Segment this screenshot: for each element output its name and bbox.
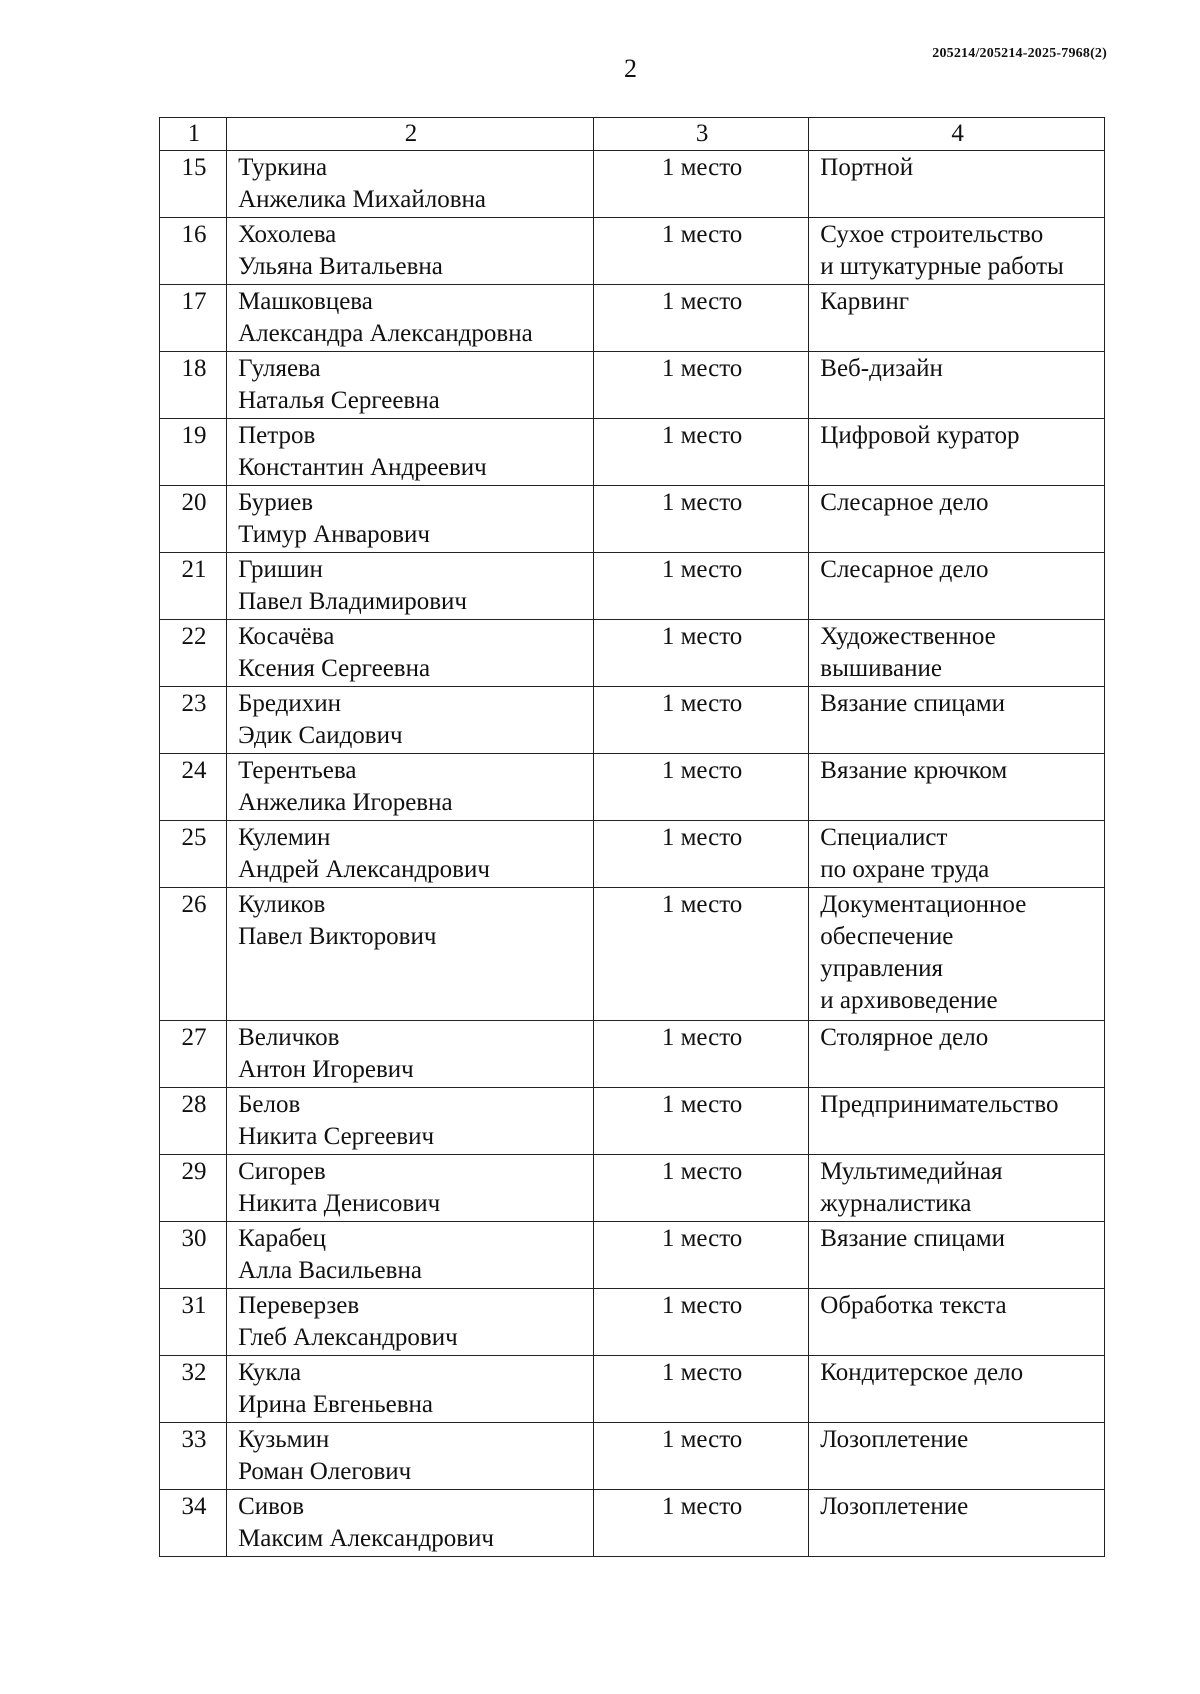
participant-surname: Кукла <box>238 1359 302 1386</box>
table-row <box>160 1356 1105 1423</box>
participant-name-cell <box>227 553 594 620</box>
competency-line: Художественное <box>820 623 996 650</box>
competency-line: Цифровой куратор <box>820 422 1020 449</box>
participant-surname: Куликов <box>238 891 326 918</box>
table-row <box>160 151 1105 218</box>
competency-line: Лозоплетение <box>820 1426 969 1453</box>
table-row <box>160 687 1105 754</box>
column-header-1: 1 <box>160 118 227 151</box>
competency-cell <box>809 687 1105 754</box>
place-cell: 1 место <box>593 888 808 1021</box>
place-cell: 1 место <box>593 821 808 888</box>
competency-line: Вязание крючком <box>820 757 1008 784</box>
competency-line: Специалист <box>820 824 948 851</box>
table-row <box>160 821 1105 888</box>
competency-cell <box>809 821 1105 888</box>
competency-line: и штукатурные работы <box>820 253 1064 280</box>
competency-line: вышивание <box>820 655 942 682</box>
participant-surname: Туркина <box>238 154 328 181</box>
competency-line: Сухое строительство <box>820 221 1044 248</box>
participant-given-names: Никита Денисович <box>238 1190 441 1217</box>
row-number-cell: 17 <box>160 285 227 352</box>
participant-given-names: Эдик Саидович <box>238 722 403 749</box>
participant-given-names: Анжелика Игоревна <box>238 789 453 816</box>
competency-cell <box>809 1021 1105 1088</box>
participant-given-names: Павел Викторович <box>238 923 437 950</box>
row-number-cell: 15 <box>160 151 227 218</box>
table-row <box>160 754 1105 821</box>
table-row <box>160 1155 1105 1222</box>
table-row <box>160 352 1105 419</box>
participant-surname: Переверзев <box>238 1292 360 1319</box>
participant-name-cell <box>227 151 594 218</box>
participant-given-names: Максим Александрович <box>238 1525 494 1552</box>
row-number-cell: 20 <box>160 486 227 553</box>
participant-surname: Терентьева <box>238 757 357 784</box>
participant-name-cell <box>227 1088 594 1155</box>
place-cell: 1 место <box>593 486 808 553</box>
place-cell: 1 место <box>593 1222 808 1289</box>
place-cell: 1 место <box>593 419 808 486</box>
competency-line: Вязание спицами <box>820 1225 1006 1252</box>
row-number-cell: 27 <box>160 1021 227 1088</box>
place-cell: 1 место <box>593 1490 808 1557</box>
participant-surname: Величков <box>238 1024 340 1051</box>
participant-name-cell <box>227 486 594 553</box>
participant-given-names: Роман Олегович <box>238 1458 412 1485</box>
competency-line: Документационное <box>820 891 1027 918</box>
participant-given-names: Анжелика Михайловна <box>238 186 487 213</box>
participant-name-cell <box>227 687 594 754</box>
participant-surname: Гришин <box>238 556 323 583</box>
participant-name-cell <box>227 1423 594 1490</box>
competency-line: Веб-дизайн <box>820 355 943 382</box>
participant-surname: Хохолева <box>238 221 337 248</box>
competency-cell <box>809 1155 1105 1222</box>
competency-line: Обработка текста <box>820 1292 1007 1319</box>
participant-surname: Белов <box>238 1091 301 1118</box>
place-cell: 1 место <box>593 352 808 419</box>
table-row <box>160 419 1105 486</box>
competency-line: журналистика <box>820 1190 972 1217</box>
place-cell: 1 место <box>593 1155 808 1222</box>
participant-name-cell <box>227 754 594 821</box>
row-number-cell: 21 <box>160 553 227 620</box>
column-header-2: 2 <box>227 118 594 151</box>
winners-table <box>159 117 1105 1557</box>
participant-name-cell <box>227 1490 594 1557</box>
participant-name-cell <box>227 821 594 888</box>
competency-cell <box>809 419 1105 486</box>
table-header-row <box>160 118 1105 151</box>
row-number-cell: 22 <box>160 620 227 687</box>
place-cell: 1 место <box>593 1289 808 1356</box>
place-cell: 1 место <box>593 553 808 620</box>
participant-given-names: Антон Игоревич <box>238 1056 414 1083</box>
competency-cell <box>809 1490 1105 1557</box>
table-row <box>160 1289 1105 1356</box>
participant-surname: Сивов <box>238 1493 305 1520</box>
competency-cell <box>809 1423 1105 1490</box>
participant-given-names: Андрей Александрович <box>238 856 490 883</box>
table-row <box>160 553 1105 620</box>
table-row <box>160 486 1105 553</box>
row-number-cell: 31 <box>160 1289 227 1356</box>
place-cell: 1 место <box>593 1356 808 1423</box>
table-row <box>160 285 1105 352</box>
participant-given-names: Глеб Александрович <box>238 1324 458 1351</box>
competency-line: Портной <box>820 154 914 181</box>
place-cell: 1 место <box>593 687 808 754</box>
participant-surname: Буриев <box>238 489 314 516</box>
participant-surname: Машковцева <box>238 288 373 315</box>
participant-given-names: Константин Андреевич <box>238 454 487 481</box>
row-number-cell: 29 <box>160 1155 227 1222</box>
place-cell: 1 место <box>593 754 808 821</box>
participant-surname: Петров <box>238 422 316 449</box>
competency-line: Столярное дело <box>820 1024 989 1051</box>
competency-cell <box>809 1088 1105 1155</box>
competency-cell <box>809 1222 1105 1289</box>
competency-line: по охране труда <box>820 856 990 883</box>
table-body <box>160 151 1105 1557</box>
row-number-cell: 33 <box>160 1423 227 1490</box>
place-cell: 1 место <box>593 151 808 218</box>
participant-given-names: Никита Сергеевич <box>238 1123 435 1150</box>
row-number-cell: 32 <box>160 1356 227 1423</box>
row-number-cell: 30 <box>160 1222 227 1289</box>
participant-given-names: Ульяна Витальевна <box>238 253 443 280</box>
competency-line: Слесарное дело <box>820 489 989 516</box>
participant-name-cell <box>227 1021 594 1088</box>
competency-cell <box>809 285 1105 352</box>
competency-cell <box>809 1356 1105 1423</box>
participant-surname: Косачёва <box>238 623 335 650</box>
place-cell: 1 место <box>593 620 808 687</box>
participant-surname: Кулемин <box>238 824 331 851</box>
participant-name-cell <box>227 1222 594 1289</box>
competency-line: Мультимедийная <box>820 1158 1003 1185</box>
competency-line: Кондитерское дело <box>820 1359 1024 1386</box>
participant-given-names: Наталья Сергеевна <box>238 387 440 414</box>
participant-name-cell <box>227 419 594 486</box>
table-row <box>160 620 1105 687</box>
participant-given-names: Павел Владимирович <box>238 588 467 615</box>
competency-cell <box>809 151 1105 218</box>
row-number-cell: 28 <box>160 1088 227 1155</box>
row-number-cell: 19 <box>160 419 227 486</box>
competency-line: управления <box>820 955 944 982</box>
competency-cell <box>809 754 1105 821</box>
place-cell: 1 место <box>593 1088 808 1155</box>
competency-line: обеспечение <box>820 923 954 950</box>
participant-name-cell <box>227 285 594 352</box>
participant-given-names: Ксения Сергеевна <box>238 655 431 682</box>
participant-surname: Кузьмин <box>238 1426 330 1453</box>
row-number-cell: 34 <box>160 1490 227 1557</box>
row-number-cell: 25 <box>160 821 227 888</box>
competency-cell <box>809 352 1105 419</box>
participant-given-names: Александра Александровна <box>238 320 533 347</box>
participant-surname: Гуляева <box>238 355 321 382</box>
participant-surname: Сигорев <box>238 1158 326 1185</box>
participant-name-cell <box>227 1155 594 1222</box>
competency-line: Слесарное дело <box>820 556 989 583</box>
place-cell: 1 место <box>593 218 808 285</box>
competency-cell <box>809 620 1105 687</box>
table-row <box>160 1490 1105 1557</box>
table-row <box>160 1088 1105 1155</box>
row-number-cell: 16 <box>160 218 227 285</box>
table-row <box>160 888 1105 1021</box>
table-row <box>160 1222 1105 1289</box>
participant-name-cell <box>227 1289 594 1356</box>
document-id: 205214/205214-2025-7968(2) <box>932 46 1107 61</box>
competency-line: и архивоведение <box>820 987 998 1014</box>
row-number-cell: 23 <box>160 687 227 754</box>
competency-line: Вязание спицами <box>820 690 1006 717</box>
participant-name-cell <box>227 218 594 285</box>
place-cell: 1 место <box>593 1021 808 1088</box>
table-row <box>160 1423 1105 1490</box>
participant-given-names: Ирина Евгеньевна <box>238 1391 433 1418</box>
competency-line: Предпринимательство <box>820 1091 1059 1118</box>
participant-surname: Бредихин <box>238 690 342 717</box>
column-header-4: 4 <box>809 118 1105 151</box>
place-cell: 1 место <box>593 285 808 352</box>
column-header-3: 3 <box>593 118 808 151</box>
row-number-cell: 24 <box>160 754 227 821</box>
row-number-cell: 18 <box>160 352 227 419</box>
competency-cell <box>809 553 1105 620</box>
competency-cell <box>809 888 1105 1021</box>
table-row <box>160 218 1105 285</box>
participant-name-cell <box>227 1356 594 1423</box>
competency-cell <box>809 1289 1105 1356</box>
competency-cell <box>809 218 1105 285</box>
participant-name-cell <box>227 888 594 1021</box>
table-row <box>160 1021 1105 1088</box>
row-number-cell: 26 <box>160 888 227 1021</box>
place-cell: 1 место <box>593 1423 808 1490</box>
participant-name-cell <box>227 352 594 419</box>
competency-line: Лозоплетение <box>820 1493 969 1520</box>
competency-cell <box>809 486 1105 553</box>
participant-name-cell <box>227 620 594 687</box>
competency-line: Карвинг <box>820 288 910 315</box>
page-number: 2 <box>624 54 637 83</box>
participant-surname: Карабец <box>238 1225 326 1252</box>
participant-given-names: Алла Васильевна <box>238 1257 422 1284</box>
participant-given-names: Тимур Анварович <box>238 521 430 548</box>
